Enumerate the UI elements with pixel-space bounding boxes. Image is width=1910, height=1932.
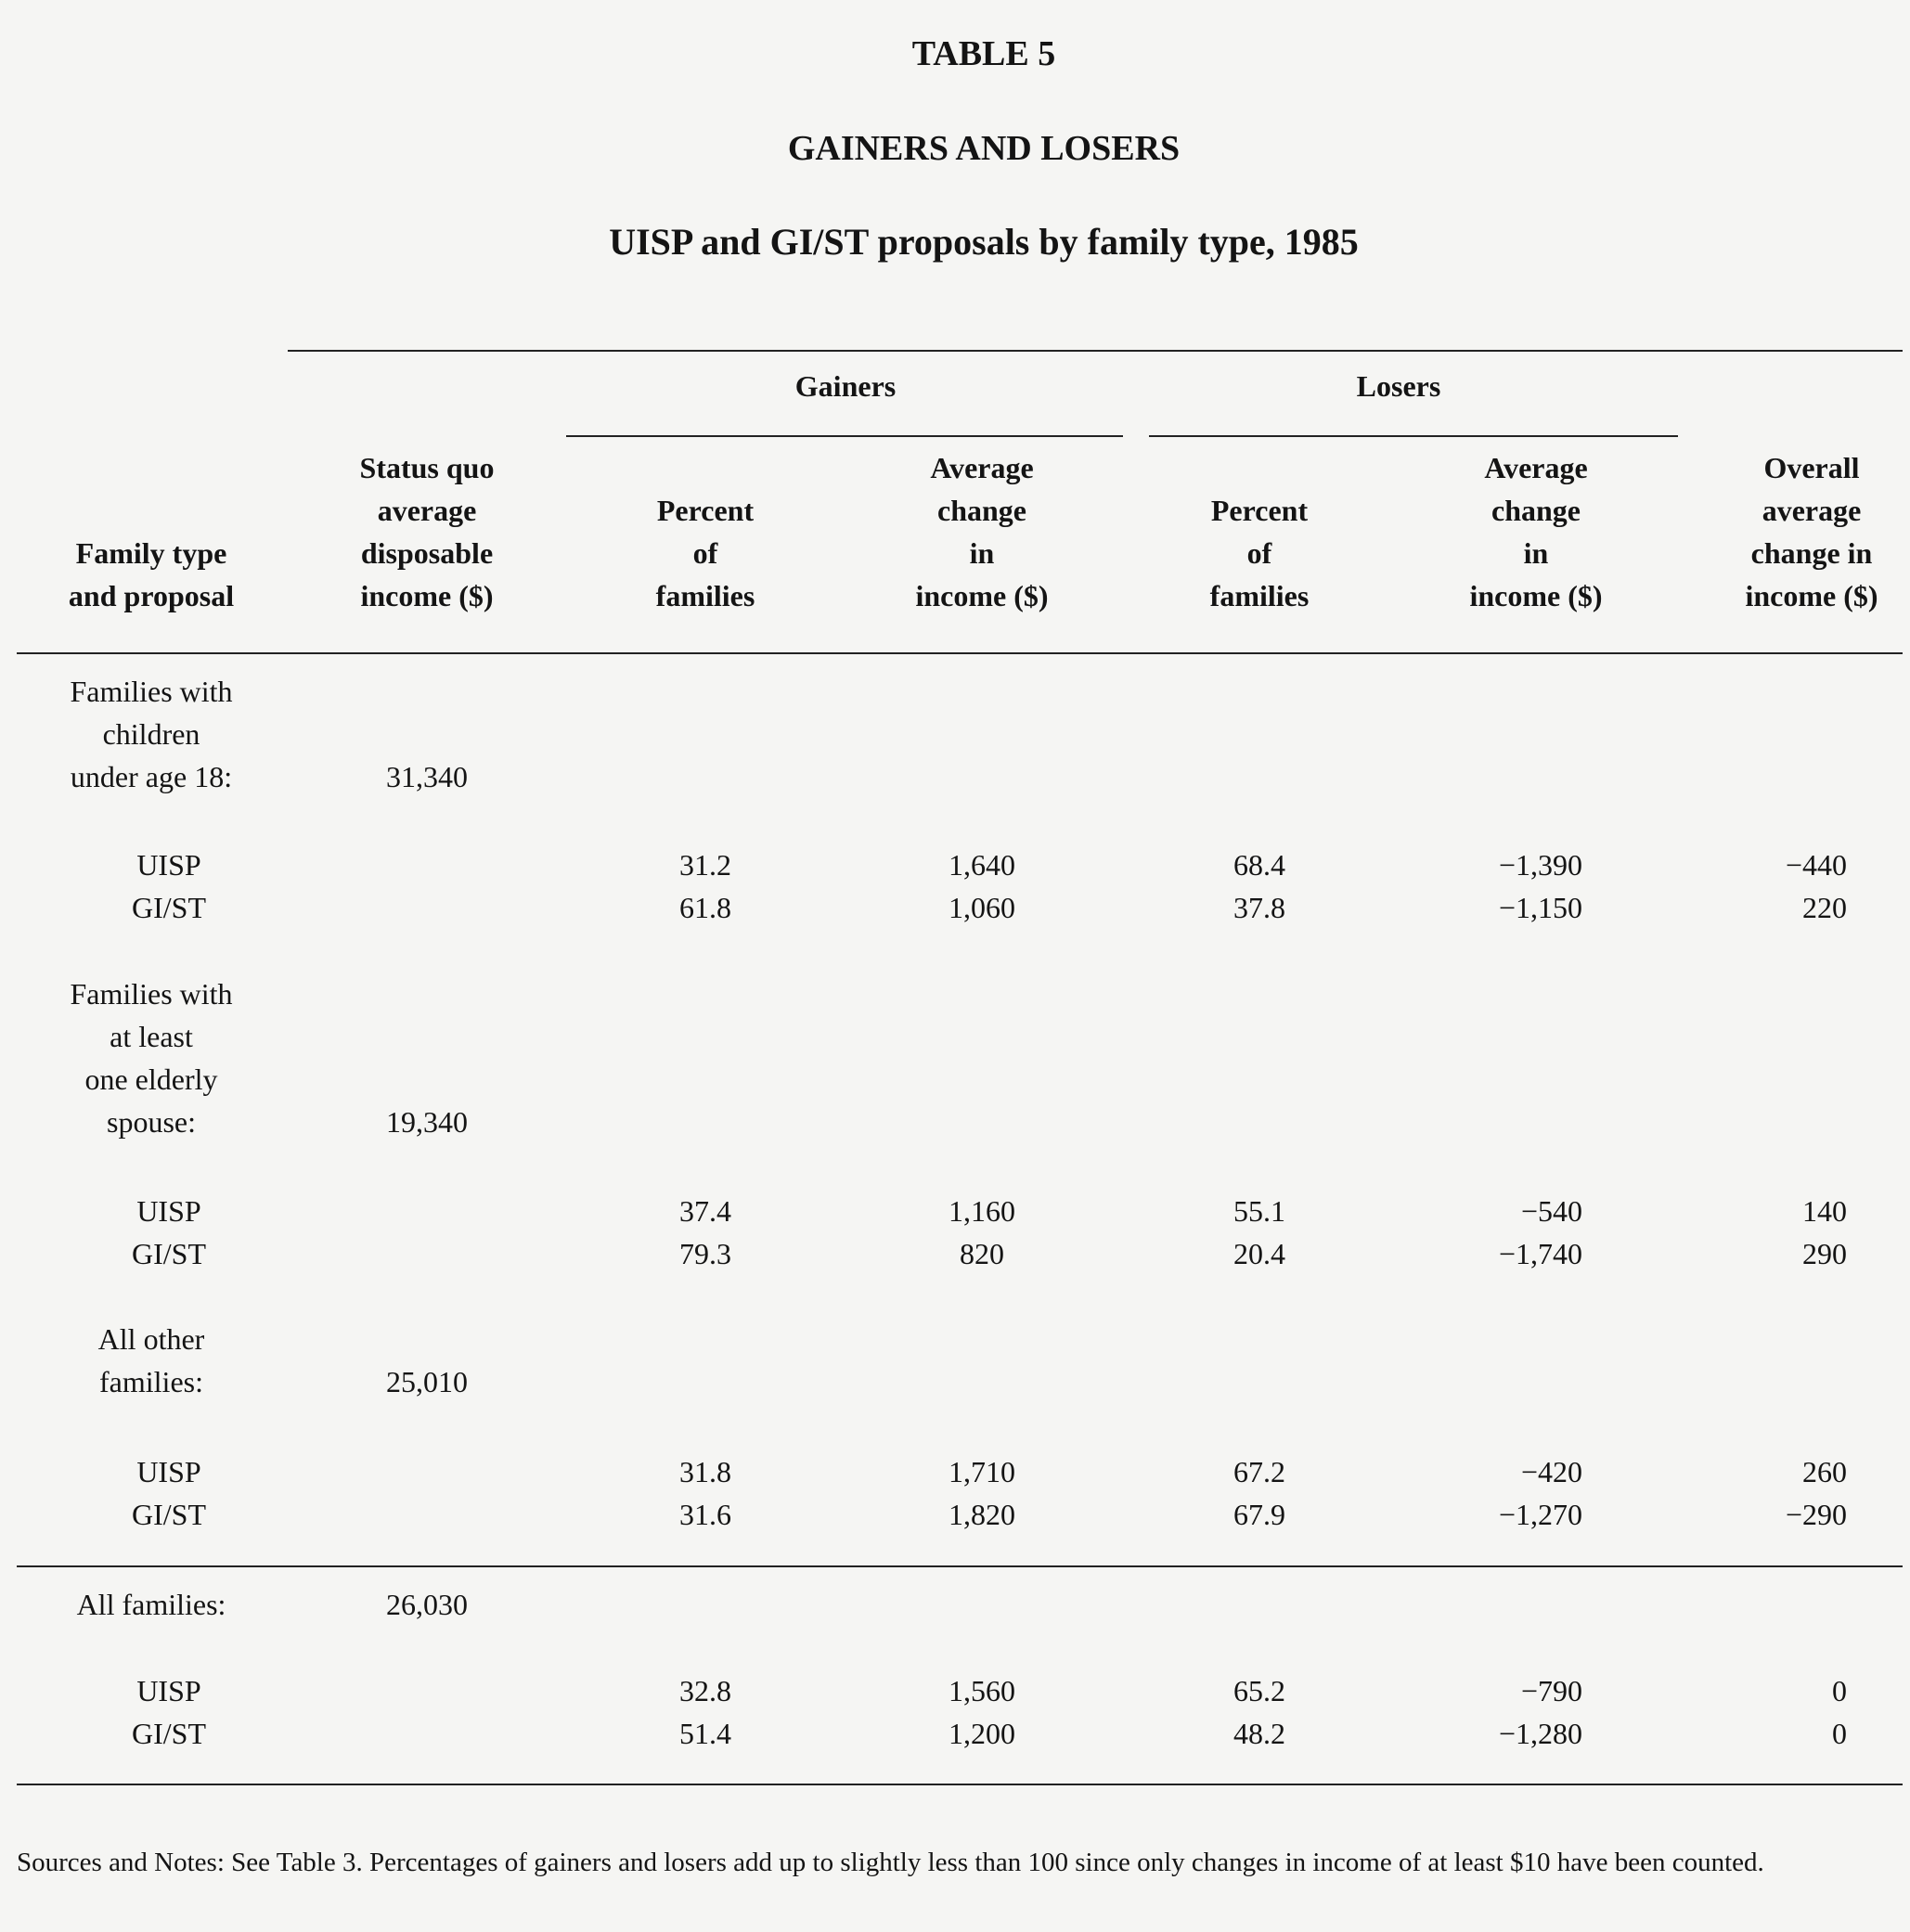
- cell-lose-avg: −1,740: [1498, 1237, 1582, 1270]
- cell-gain-pct: 32.8: [679, 1674, 731, 1707]
- table-title: GAINERS AND LOSERS: [787, 129, 1181, 168]
- table-notes: Sources and Notes: See Table 3. Percentages of gainers and losers add up to slightly less than 100 since only changes in income of at least $10 have been counted.: [17, 1848, 1764, 1877]
- cell-lose-pct: 67.9: [1233, 1498, 1285, 1531]
- group-label-line: under age 18:: [70, 760, 233, 793]
- cell-overall: 140: [1802, 1194, 1847, 1228]
- gainers-group-header: Gainers: [794, 369, 897, 403]
- cell-gain-pct: 51.4: [679, 1717, 731, 1750]
- cell-lose-pct: 68.4: [1233, 848, 1285, 882]
- cell-gain-avg: 1,710: [949, 1455, 1015, 1488]
- cell-overall: 220: [1802, 891, 1847, 924]
- cell-lose-pct: 20.4: [1233, 1237, 1285, 1270]
- group-label-line: Families with: [70, 977, 233, 1011]
- group-label-line: children: [102, 717, 200, 751]
- cell-overall: 260: [1802, 1455, 1847, 1488]
- proposal-label: UISP: [136, 1194, 201, 1228]
- column-header-2-line-0: Percent: [656, 494, 755, 527]
- column-header-1-line-0: Status quo: [359, 451, 495, 484]
- proposal-label: UISP: [136, 1674, 201, 1707]
- cell-gain-avg: 1,160: [949, 1194, 1015, 1228]
- group-label-line: one elderly: [84, 1063, 218, 1096]
- status-quo-income: 25,010: [386, 1365, 468, 1398]
- group-label-line: families:: [99, 1365, 203, 1398]
- cell-lose-pct: 65.2: [1233, 1674, 1285, 1707]
- cell-overall: −290: [1785, 1498, 1847, 1531]
- header-top-rule: [288, 350, 1903, 352]
- table-number: TABLE 5: [911, 34, 1056, 73]
- cell-lose-pct: 55.1: [1233, 1194, 1285, 1228]
- cell-gain-pct: 79.3: [679, 1237, 731, 1270]
- header-bottom-rule: [17, 652, 1903, 654]
- proposal-label: GI/ST: [132, 1498, 206, 1531]
- cell-gain-avg: 1,200: [949, 1717, 1015, 1750]
- cell-gain-avg: 1,820: [949, 1498, 1015, 1531]
- column-header-1-line-2: disposable: [360, 536, 494, 570]
- column-header-2-line-2: families: [655, 579, 755, 612]
- column-header-5-line-2: in: [1523, 536, 1549, 570]
- cell-lose-avg: −420: [1520, 1455, 1582, 1488]
- cell-lose-avg: −540: [1520, 1194, 1582, 1228]
- cell-lose-avg: −1,280: [1498, 1717, 1582, 1750]
- cell-gain-pct: 31.8: [679, 1455, 731, 1488]
- cell-gain-pct: 31.2: [679, 848, 731, 882]
- cell-overall: 0: [1832, 1717, 1847, 1750]
- cell-gain-avg: 1,640: [949, 848, 1015, 882]
- column-header-4-line-1: of: [1246, 536, 1272, 570]
- status-quo-income: 19,340: [386, 1105, 468, 1139]
- proposal-label: UISP: [136, 1455, 201, 1488]
- group-label-line: All other: [97, 1322, 205, 1356]
- column-header-5-line-0: Average: [1484, 451, 1588, 484]
- column-header-3-line-0: Average: [930, 451, 1034, 484]
- proposal-label: UISP: [136, 848, 201, 882]
- column-header-5-line-3: income ($): [1469, 579, 1603, 612]
- cell-overall: 0: [1832, 1674, 1847, 1707]
- status-quo-income: 31,340: [386, 760, 468, 793]
- column-header-1-line-1: average: [377, 494, 477, 527]
- proposal-label: GI/ST: [132, 891, 206, 924]
- status-quo-income: 26,030: [386, 1588, 468, 1621]
- cell-lose-pct: 48.2: [1233, 1717, 1285, 1750]
- proposal-label: GI/ST: [132, 1237, 206, 1270]
- cell-lose-pct: 67.2: [1233, 1455, 1285, 1488]
- cell-lose-avg: −790: [1520, 1674, 1582, 1707]
- column-header-5-line-1: change: [1491, 494, 1581, 527]
- column-header-2-line-1: of: [692, 536, 718, 570]
- table-bottom-rule: [17, 1784, 1903, 1785]
- group-label-line: All families:: [76, 1588, 226, 1621]
- losers-underline: [1149, 435, 1678, 437]
- group-label-line: Families with: [70, 675, 233, 708]
- column-header-1-line-3: income ($): [360, 579, 494, 612]
- group-label-line: spouse:: [107, 1105, 196, 1139]
- column-header-3-line-1: change: [937, 494, 1026, 527]
- cell-overall: 290: [1802, 1237, 1847, 1270]
- cell-gain-avg: 1,060: [949, 891, 1015, 924]
- column-header-6-line-0: Overall: [1763, 451, 1860, 484]
- column-header-6-line-1: average: [1762, 494, 1862, 527]
- cell-gain-avg: 820: [960, 1237, 1004, 1270]
- cell-gain-avg: 1,560: [949, 1674, 1015, 1707]
- column-header-0-line-0: Family type: [75, 536, 227, 570]
- table-subtitle: UISP and GI/ST proposals by family type, 1985: [609, 221, 1359, 263]
- column-header-0-line-1: and proposal: [68, 579, 235, 612]
- cell-gain-pct: 37.4: [679, 1194, 731, 1228]
- cell-gain-pct: 61.8: [679, 891, 731, 924]
- column-header-6-line-3: income ($): [1745, 579, 1878, 612]
- cell-gain-pct: 31.6: [679, 1498, 731, 1531]
- column-header-4-line-2: families: [1209, 579, 1310, 612]
- column-header-3-line-3: income ($): [915, 579, 1049, 612]
- group-label-line: at least: [110, 1020, 193, 1053]
- cell-lose-pct: 37.8: [1233, 891, 1285, 924]
- column-header-3-line-2: in: [969, 536, 995, 570]
- cell-lose-avg: −1,390: [1498, 848, 1582, 882]
- column-header-6-line-2: change in: [1750, 536, 1873, 570]
- proposal-label: GI/ST: [132, 1717, 206, 1750]
- gainers-underline: [566, 435, 1123, 437]
- cell-lose-avg: −1,270: [1498, 1498, 1582, 1531]
- all-families-rule: [17, 1565, 1903, 1567]
- cell-overall: −440: [1785, 848, 1847, 882]
- column-header-4-line-0: Percent: [1210, 494, 1309, 527]
- losers-group-header: Losers: [1356, 369, 1441, 403]
- cell-lose-avg: −1,150: [1498, 891, 1582, 924]
